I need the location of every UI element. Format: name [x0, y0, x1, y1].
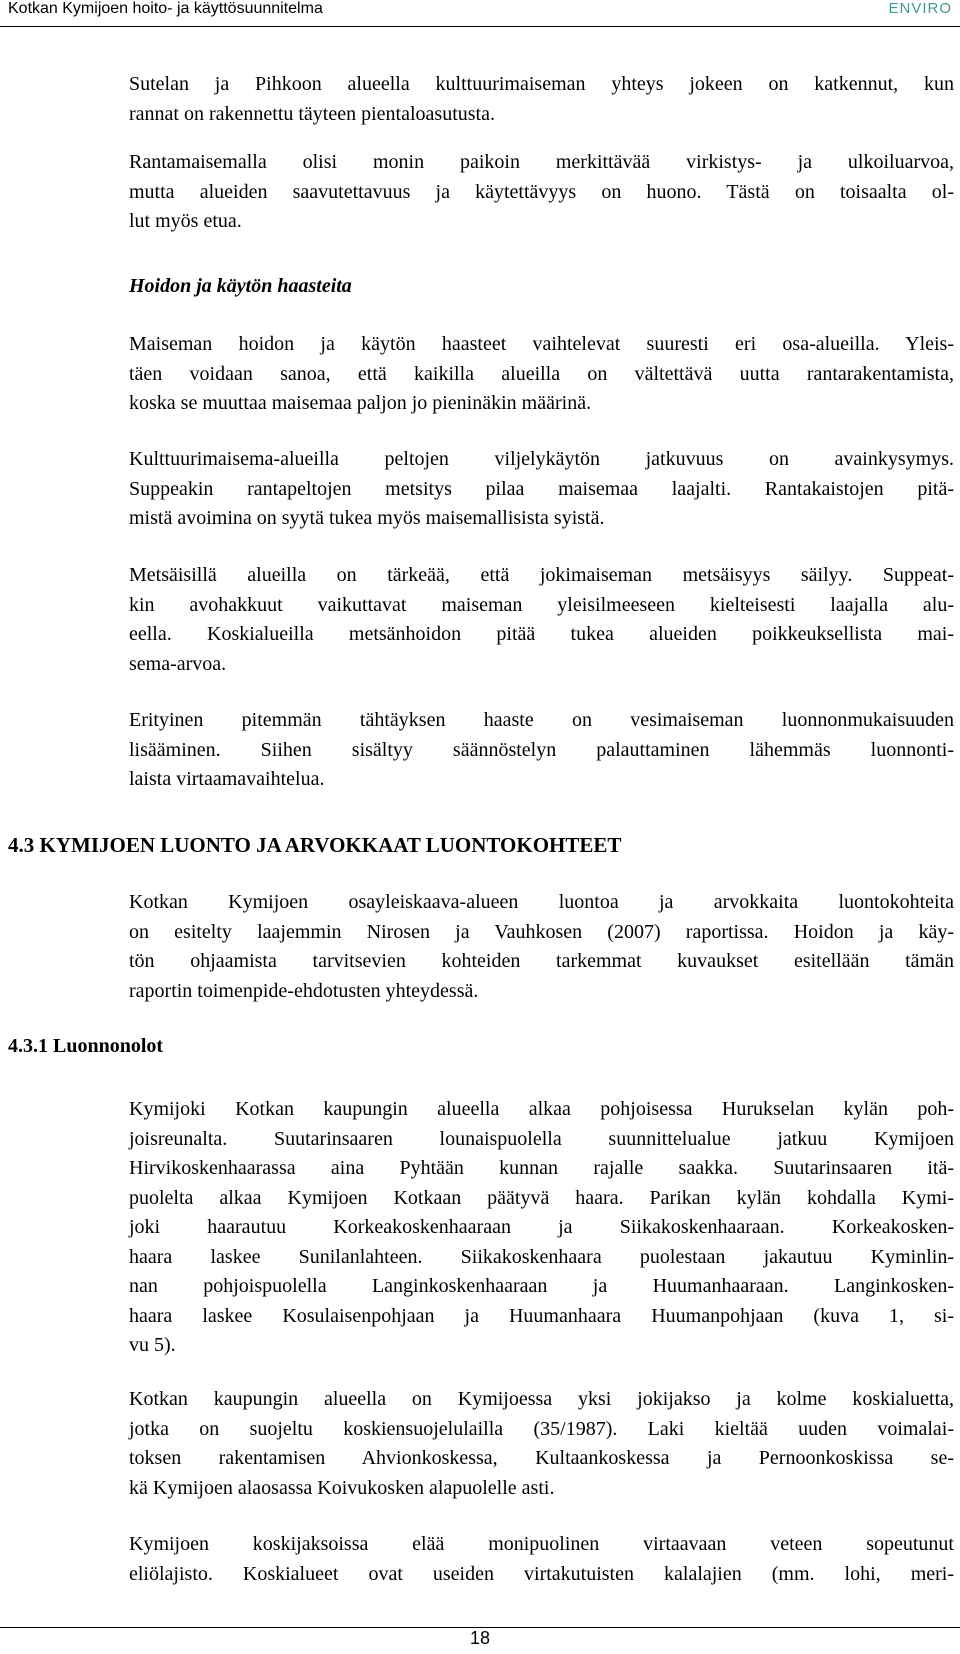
- page-header: [0, 0, 960, 34]
- text-line: raportin toimenpide-ehdotusten yhteydessä.: [129, 979, 479, 1002]
- text-line: kin avohakkuut vaikuttavat maiseman yleisilmeeseen kielteisesti laajalla alu-: [129, 593, 954, 616]
- text-line: mistä avoimina on syytä tukea myös maisemallisista syistä.: [129, 507, 605, 529]
- paragraph: [129, 70, 954, 129]
- text-line: joki haarautuu Korkeakoskenhaaraan ja Siikakoskenhaaraan. Korkeakosken-: [129, 1216, 954, 1238]
- text-line: eella. Koskialueilla metsänhoidon pitää tukea alueiden poikkeuksellista mai-: [129, 623, 954, 645]
- text-line: toksen rakentamisen Ahvionkoskessa, Kultaankoskessa ja Pernoonkoskissa se-: [129, 1447, 954, 1469]
- text-line: Kymijoen koskijaksoissa elää monipuolinen virtaavaan veteen sopeutunut: [129, 1533, 954, 1555]
- text-line: Hirvikoskenhaarassa aina Pyhtään kunnan rajalle saakka. Suutarinsaaren itä-: [129, 1157, 954, 1179]
- text-line: mutta alueiden saavutettavuus ja käytettävyys on huono. Tästä on toisaalta ol-: [129, 180, 954, 203]
- paragraph: [129, 706, 954, 795]
- text-line: Kotkan kaupungin alueella on Kymijoessa yksi jokijakso ja kolme koskialuetta,: [129, 1388, 954, 1410]
- text-line: Maiseman hoidon ja käytön haasteet vaihtelevat suuresti eri osa-alueilla. Yleis-: [129, 333, 954, 355]
- text-line: rannat on rakennettu täyteen pientaloasutusta.: [129, 102, 495, 125]
- text-line: vu 5).: [129, 1334, 176, 1356]
- text-line: Erityinen pitemmän tähtäyksen haaste on vesimaiseman luonnonmukaisuuden: [129, 709, 954, 731]
- text-line: on esitelty laajemmin Nirosen ja Vauhkosen (2007) raportissa. Hoidon ja käy-: [129, 920, 954, 943]
- text-line: kä Kymijoen alaosassa Koivukosken alapuolelle asti.: [129, 1476, 555, 1499]
- paragraph: [129, 1385, 954, 1503]
- paragraph: [129, 330, 954, 419]
- text-line: Rantamaisemalla olisi monin paikoin merkittävää virkistys- ja ulkoiluarvoa,: [129, 151, 954, 173]
- text-line: laista virtaamavaihtelua.: [129, 768, 325, 790]
- paragraph: [129, 1530, 954, 1589]
- enviro-logo: ENVIRO: [888, 0, 952, 17]
- subsection-heading: 4.3.1 Luonnonolot: [8, 1035, 164, 1057]
- text-line: haara laskee Kosulaisenpohjaan ja Huumanhaara Huumanpohjaan (kuva 1, si-: [129, 1304, 954, 1327]
- text-line: eliölajisto. Koskialueet ovat useiden virtakutuisten kalalajien (mm. lohi, meri-: [129, 1562, 954, 1585]
- text-line: Sutelan ja Pihkoon alueella kulttuurimaiseman yhteys jokeen on katkennut, kun: [129, 73, 954, 95]
- text-line: sema-arvoa.: [129, 652, 227, 675]
- text-line: Kulttuurimaisema-alueilla peltojen viljelykäytön jatkuvuus on avainkysymys.: [129, 448, 954, 470]
- text-line: puolelta alkaa Kymijoen Kotkaan päätyvä haara. Parikan kylän kohdalla Kymi-: [129, 1186, 954, 1209]
- paragraph: [129, 1095, 954, 1361]
- paragraph: [129, 148, 954, 237]
- text-line: nan pohjoispuolella Langinkoskenhaaraan ja Huumanhaaraan. Langinkosken-: [129, 1275, 954, 1297]
- text-line: tön ohjaamista tarvitsevien kohteiden tarkemmat kuvaukset esitellään tämän: [129, 950, 954, 972]
- paragraph: [129, 561, 954, 679]
- text-line: joisreunalta. Suutarinsaaren lounaispuolella suunnittelualue jatkuu Kymijoen: [129, 1127, 954, 1150]
- text-line: haara laskee Sunilanlahteen. Siikakoskenhaara puolestaan jakautuu Kyminlin-: [129, 1245, 954, 1268]
- text-line: täen voidaan sanoa, että kaikilla alueilla on vältettävä uutta rantarakentamista,: [129, 362, 954, 385]
- header-divider: [0, 26, 960, 27]
- page-number: 18: [469, 1628, 491, 1648]
- text-line: Kymijoki Kotkan kaupungin alueella alkaa pohjoisessa Hurukselan kylän poh-: [129, 1098, 954, 1120]
- text-line: lut myös etua.: [129, 210, 242, 232]
- paragraph: [129, 888, 954, 1006]
- text-line: Kotkan Kymijoen osayleiskaava-alueen luontoa ja arvokkaita luontokohteita: [129, 891, 954, 913]
- document-title: Kotkan Kymijoen hoito- ja käyttösuunnitelma: [8, 0, 323, 17]
- section-heading: 4.3 KYMIJOEN LUONTO JA ARVOKKAAT LUONTOKOHTEET: [8, 833, 622, 857]
- text-line: jotka on suojeltu koskiensuojelulailla (35/1987). Laki kieltää uuden voimalai-: [129, 1417, 954, 1440]
- text-line: koska se muuttaa maisemaa paljon jo pieninäkin määrinä.: [129, 392, 592, 414]
- paragraph: [129, 445, 954, 534]
- subheading: Hoidon ja käytön haasteita: [129, 275, 352, 297]
- text-line: Metsäisillä alueilla on tärkeää, että jokimaiseman metsäisyys säilyy. Suppeat-: [129, 564, 954, 586]
- text-line: Suppeakin rantapeltojen metsitys pilaa maisemaa laajalti. Rantakaistojen pitä-: [129, 477, 954, 500]
- text-line: lisääminen. Siihen sisältyy säännöstelyn palauttaminen lähemmäs luonnonti-: [129, 738, 954, 761]
